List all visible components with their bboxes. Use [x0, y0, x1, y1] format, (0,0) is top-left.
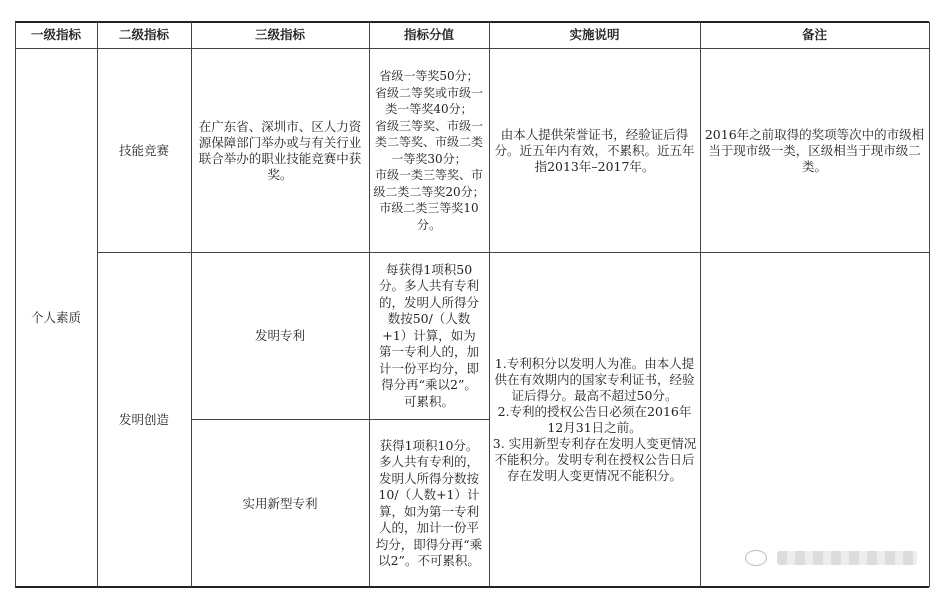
header-level1: 一级指标	[30, 27, 81, 42]
rule-col1	[97, 22, 98, 587]
rule-right	[929, 22, 930, 587]
rule-left	[15, 22, 16, 587]
watermark	[745, 545, 925, 571]
score-invention-patent: 每获得1项积50分。多人共有专利的，发明人所得分数按50/（人数+1）计算，如为第一专利人的，加计一份平均分，即得分再“乘以2”。可累积。	[378, 261, 479, 409]
rule-bottom	[15, 586, 929, 588]
level3-utility-patent: 实用新型专利	[242, 495, 318, 511]
watermark-blurred-text	[777, 551, 917, 565]
header-explanation: 实施说明	[569, 27, 620, 42]
rule-col4	[489, 22, 490, 587]
remark-skill-competition: 2016年之前取得的奖项等次中的市级相当于现市级一类，区级相当于现市级二类。	[704, 126, 925, 174]
level3-skill-competition: 在广东省、深圳市、区人力资源保障部门举办或与有关行业联合举办的职业技能竞赛中获奖。	[198, 118, 362, 182]
watermark-logo-icon	[745, 550, 767, 566]
rule-header	[15, 48, 929, 49]
explanation-invention: 1.专利积分以发明人为准。由本人提供在有效期内的国家专利证书，经验证后得分。最高不超过50分。 2.专利的授权公告日必须在2016年12月31日之前。 3. 实用新型专利存在发明人变更情况不能积分。发明专利在授权公告日后存在发明人变更情况不能积分。	[492, 356, 697, 483]
score-utility-patent: 获得1项积10分。多人共有专利的，发明人所得分数按10/（人数+1）计算，如为第一专利人的，加计一份平均分，即得分再“乘以2”。不可累积。	[375, 437, 483, 568]
rule-col5	[700, 22, 701, 587]
rule-row1	[97, 252, 929, 253]
score-skill-competition: 省级一等奖50分； 省级二等奖或市级一类一等奖40分； 省级三等奖、市级一类二等奖、市级二类一等奖30分； 市级一类三等奖、市级二类二等奖20分； 市级二类三等奖10分。	[373, 69, 485, 232]
rule-top	[15, 21, 929, 23]
rule-col2	[191, 22, 192, 587]
header-score: 指标分值	[403, 27, 454, 42]
header-level2: 二级指标	[118, 27, 169, 42]
header-remark: 备注	[801, 27, 827, 42]
header-level3: 三级指标	[254, 27, 305, 42]
level3-invention-patent: 发明专利	[254, 328, 305, 343]
level1-personal-quality: 个人素质	[30, 310, 81, 325]
remark-invention	[700, 253, 929, 587]
explanation-skill-competition: 由本人提供荣誉证书，经验证后得分。近五年内有效，不累积。近五年指2013年–2017年。	[494, 126, 695, 174]
rule-row2	[191, 419, 489, 420]
rule-col3	[369, 22, 370, 587]
level2-invention: 发明创造	[118, 412, 169, 427]
level2-skill-competition: 技能竞赛	[118, 142, 169, 158]
